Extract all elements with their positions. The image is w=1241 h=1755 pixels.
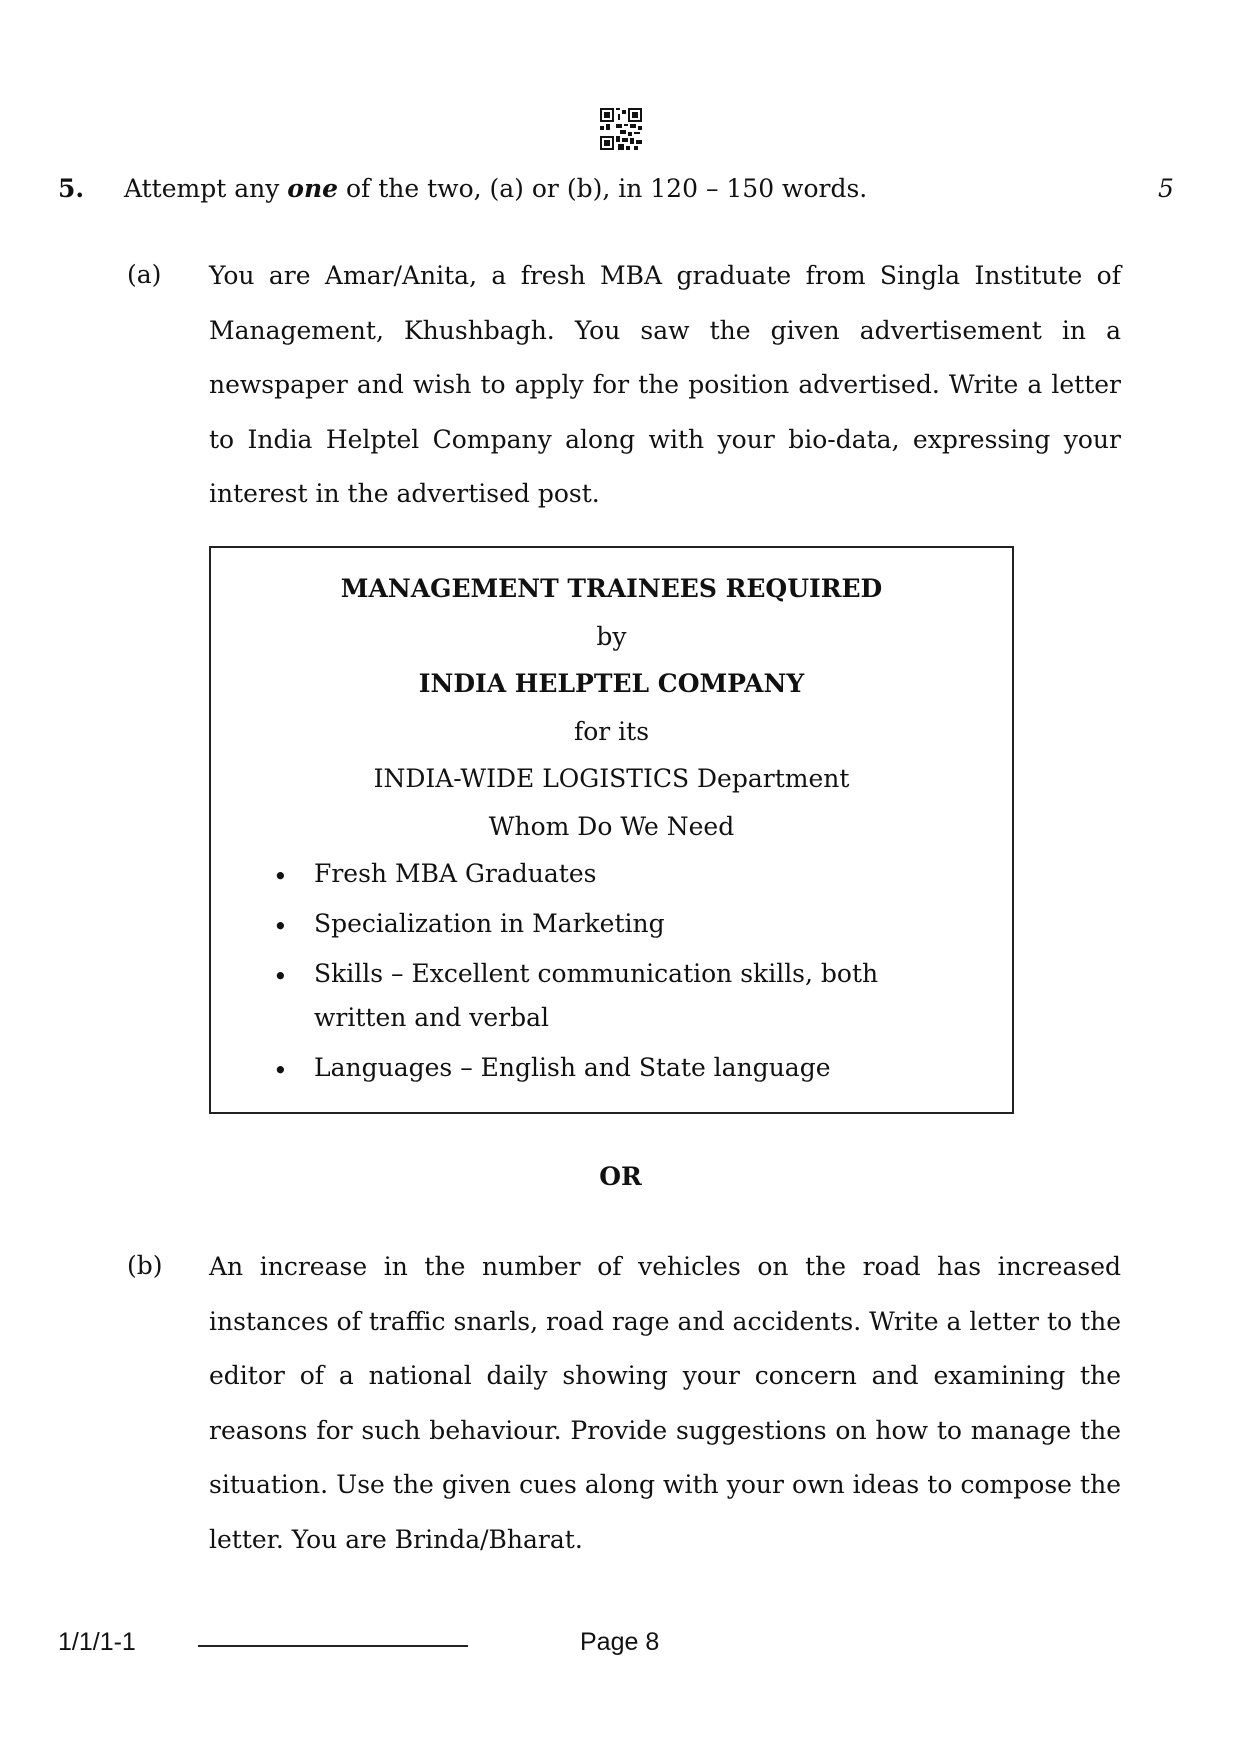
advertisement-box xyxy=(209,546,1014,1114)
ad-by: by xyxy=(596,622,627,651)
part-a-text: You are Amar/Anita, a fresh MBA graduate from Singla Institute of Management, Khushbagh. You saw the given advertisement in a newspaper and wish to apply for the position advertised. Write a letter to India Helptel Company along with your bio-data, expressing your interest in the advertised post. xyxy=(209,261,1121,508)
question-instruction xyxy=(124,174,867,203)
ad-bullet-item: Languages – English and State language xyxy=(314,1053,831,1082)
ad-subheading: Whom Do We Need xyxy=(488,812,735,841)
ad-bullet-item: Skills – Excellent communication skills, both xyxy=(314,959,879,988)
question-marks: 5 xyxy=(1158,174,1174,203)
question-number: 5. xyxy=(58,174,85,203)
ad-company: INDIA HELPTEL COMPANY xyxy=(418,669,805,698)
paper-code: 1/1/1-1 xyxy=(58,1628,136,1656)
instruction-post: of the two, (a) or (b), in 120 – 150 words. xyxy=(338,174,868,203)
ad-bullet-item: Specialization in Marketing xyxy=(314,909,665,938)
part-a-label: (a) xyxy=(127,260,162,289)
part-b-text: An increase in the number of vehicles on the road has increased instances of traffic snarls, road rage and accidents. Write a letter to the editor of a national daily showing your concern and examining the reasons for such behaviour. Provide suggestions on how to manage the situation. Use the given cues along with your own ideas to compose the letter. You are Brinda/Bharat. xyxy=(209,1252,1121,1554)
footer-divider xyxy=(198,1645,468,1647)
qr-code-icon xyxy=(600,108,642,150)
instruction-emphasis: one xyxy=(287,174,339,203)
bullet-icon: • xyxy=(273,912,288,941)
ad-heading: MANAGEMENT TRAINEES REQUIRED xyxy=(340,574,883,603)
page-number: Page 8 xyxy=(580,1628,660,1656)
instruction-pre: Attempt any xyxy=(124,174,288,203)
ad-department: INDIA-WIDE LOGISTICS Department xyxy=(373,764,850,793)
ad-bullet-item-continuation: written and verbal xyxy=(314,1003,550,1032)
bullet-icon: • xyxy=(273,862,288,891)
bullet-icon: • xyxy=(273,962,288,991)
ad-for-its: for its xyxy=(573,717,650,746)
bullet-icon: • xyxy=(273,1056,288,1085)
ad-bullet-item: Fresh MBA Graduates xyxy=(314,859,597,888)
or-separator: OR xyxy=(599,1162,642,1191)
part-b-label: (b) xyxy=(127,1251,163,1280)
